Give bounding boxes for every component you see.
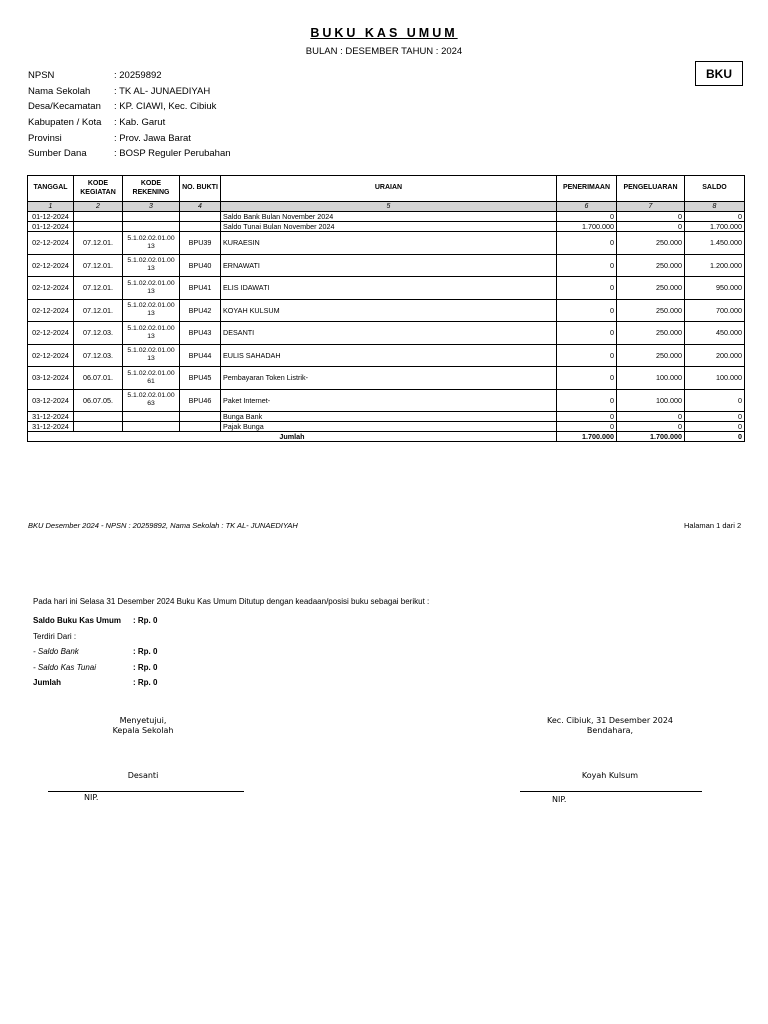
info-label: Provinsi <box>28 132 62 144</box>
total-pengeluaran: 1.700.000 <box>617 432 685 442</box>
cell-kode-rekening: 5.1.02.02.01.00 13 <box>123 232 180 255</box>
total-penerimaan: 1.700.000 <box>557 432 617 442</box>
summary-label: - Saldo Bank <box>33 647 79 657</box>
info-value: : BOSP Reguler Perubahan <box>114 148 231 160</box>
cell-penerimaan: 0 <box>557 322 617 345</box>
summary-value: : Rp. 0 <box>133 662 158 672</box>
summary-value: : Rp. 0 <box>133 647 158 657</box>
cell-kode-kegiatan: 07.12.01. <box>74 277 123 300</box>
cell-kode-rekening: 5.1.02.02.01.00 13 <box>123 344 180 367</box>
summary-label: Terdiri Dari : <box>33 631 77 641</box>
summary-value: : Rp. 0 <box>133 616 158 626</box>
cell-kode-kegiatan: 07.12.01. <box>74 232 123 255</box>
cell-tanggal: 03-12-2024 <box>28 367 74 390</box>
col-header-kode-kegiatan: KODE KEGIATAN <box>74 176 123 202</box>
cell-kode-rekening <box>123 222 180 232</box>
cell-pengeluaran: 0 <box>617 212 685 222</box>
cell-penerimaan: 0 <box>557 344 617 367</box>
table-header-row <box>28 176 745 202</box>
cell-pengeluaran: 250.000 <box>617 254 685 277</box>
table-row <box>28 389 745 412</box>
cell-saldo: 1.200.000 <box>685 254 745 277</box>
cell-kode-rekening <box>123 212 180 222</box>
cell-tanggal: 01-12-2024 <box>28 212 74 222</box>
cell-uraian: EULIS SAHADAH <box>221 344 557 367</box>
cell-no-bukti <box>180 412 221 422</box>
cell-no-bukti <box>180 422 221 432</box>
cell-kode-rekening: 5.1.02.02.01.00 13 <box>123 299 180 322</box>
col-header-uraian: URAIAN <box>221 176 557 202</box>
cell-kode-rekening: 5.1.02.02.01.00 61 <box>123 367 180 390</box>
cell-uraian: Pembayaran Token Listrik- <box>221 367 557 390</box>
info-value: : 20259892 <box>114 70 162 82</box>
cell-uraian: DESANTI <box>221 322 557 345</box>
cell-kode-rekening <box>123 422 180 432</box>
cell-penerimaan: 0 <box>557 212 617 222</box>
table-row <box>28 232 745 255</box>
cell-kode-kegiatan: 07.12.03. <box>74 344 123 367</box>
signature-line <box>48 791 244 792</box>
cell-penerimaan: 0 <box>557 277 617 300</box>
cell-uraian: Saldo Tunai Bulan November 2024 <box>221 222 557 232</box>
info-row-nama-sekolah <box>28 84 231 100</box>
col-header-kode-rekening: KODE REKENING <box>123 176 180 202</box>
cell-tanggal: 02-12-2024 <box>28 232 74 255</box>
principal-name: Desanti <box>127 771 159 780</box>
document-title: BUKU KAS UMUM <box>310 26 458 40</box>
col-number: 3 <box>123 202 180 212</box>
cell-kode-kegiatan: 07.12.01. <box>74 254 123 277</box>
col-number: 2 <box>74 202 123 212</box>
cell-uraian: Pajak Bunga <box>221 422 557 432</box>
col-header-penerimaan: PENERIMAAN <box>557 176 617 202</box>
info-label: Kabupaten / Kota <box>28 117 102 129</box>
info-row-sumber-dana <box>28 146 231 162</box>
cell-tanggal: 02-12-2024 <box>28 254 74 277</box>
cell-uraian: Saldo Bank Bulan November 2024 <box>221 212 557 222</box>
info-label: NPSN <box>28 70 55 82</box>
cell-kode-rekening: 5.1.02.02.01.00 13 <box>123 254 180 277</box>
cell-kode-rekening: 5.1.02.02.01.00 13 <box>123 277 180 300</box>
cell-tanggal: 01-12-2024 <box>28 222 74 232</box>
bku-badge: BKU <box>695 61 743 86</box>
cell-kode-kegiatan: 06.07.05. <box>74 389 123 412</box>
cell-penerimaan: 0 <box>557 232 617 255</box>
col-number: 1 <box>28 202 74 212</box>
cell-no-bukti: BPU46 <box>180 389 221 412</box>
closing-summary <box>33 613 157 691</box>
info-label: Sumber Dana <box>28 148 87 160</box>
cell-no-bukti <box>180 222 221 232</box>
cell-tanggal: 03-12-2024 <box>28 389 74 412</box>
cell-saldo: 100.000 <box>685 367 745 390</box>
table-row <box>28 322 745 345</box>
cell-tanggal: 31-12-2024 <box>28 422 74 432</box>
total-saldo: 0 <box>685 432 745 442</box>
summary-tunai-row <box>33 660 157 676</box>
cell-penerimaan: 1.700.000 <box>557 222 617 232</box>
cell-uraian: KOYAH KULSUM <box>221 299 557 322</box>
cell-saldo: 1.700.000 <box>685 222 745 232</box>
principal-nip: NIP. <box>84 793 99 802</box>
closing-statement: Pada hari ini Selasa 31 Desember 2024 Buku Kas Umum Ditutup dengan keadaan/posisi buku sebagai berikut : <box>33 597 430 606</box>
col-header-saldo: SALDO <box>685 176 745 202</box>
col-number: 8 <box>685 202 745 212</box>
table-row <box>28 367 745 390</box>
col-number: 4 <box>180 202 221 212</box>
cell-pengeluaran: 100.000 <box>617 367 685 390</box>
cell-saldo: 200.000 <box>685 344 745 367</box>
treasurer-nip: NIP. <box>552 795 567 804</box>
table-row <box>28 254 745 277</box>
cell-pengeluaran: 250.000 <box>617 277 685 300</box>
info-label: Desa/Kecamatan <box>28 101 101 113</box>
info-value: : KP. CIAWI, Kec. Cibiuk <box>114 101 217 113</box>
signature-line <box>520 791 702 792</box>
cell-saldo: 0 <box>685 212 745 222</box>
col-number: 7 <box>617 202 685 212</box>
cell-saldo: 0 <box>685 422 745 432</box>
cell-saldo: 0 <box>685 412 745 422</box>
cell-kode-kegiatan: 07.12.03. <box>74 322 123 345</box>
info-row-desa <box>28 99 231 115</box>
summary-jumlah-row <box>33 675 157 691</box>
signature-caption: Menyetujui, <box>119 716 167 725</box>
info-row-npsn <box>28 68 231 84</box>
info-row-provinsi <box>28 130 231 146</box>
cell-penerimaan: 0 <box>557 389 617 412</box>
cell-no-bukti: BPU43 <box>180 322 221 345</box>
cell-saldo: 700.000 <box>685 299 745 322</box>
info-value: : TK AL- JUNAEDIYAH <box>114 85 211 97</box>
info-value: : Prov. Jawa Barat <box>114 132 191 144</box>
cell-pengeluaran: 250.000 <box>617 322 685 345</box>
table-row <box>28 412 745 422</box>
summary-saldo-row <box>33 613 157 629</box>
cell-kode-kegiatan <box>74 212 123 222</box>
cell-uraian: ERNAWATI <box>221 254 557 277</box>
table-row <box>28 299 745 322</box>
cell-penerimaan: 0 <box>557 367 617 390</box>
cell-penerimaan: 0 <box>557 254 617 277</box>
cell-pengeluaran: 250.000 <box>617 344 685 367</box>
cell-kode-rekening <box>123 412 180 422</box>
cell-tanggal: 02-12-2024 <box>28 299 74 322</box>
cell-pengeluaran: 0 <box>617 412 685 422</box>
summary-value: : Rp. 0 <box>133 678 158 688</box>
cell-tanggal: 02-12-2024 <box>28 277 74 300</box>
col-number: 6 <box>557 202 617 212</box>
cell-no-bukti: BPU44 <box>180 344 221 367</box>
table-row <box>28 277 745 300</box>
summary-label: - Saldo Kas Tunai <box>33 662 96 672</box>
cell-no-bukti: BPU42 <box>180 299 221 322</box>
info-label: Nama Sekolah <box>28 85 91 97</box>
cell-saldo: 0 <box>685 389 745 412</box>
cell-no-bukti: BPU45 <box>180 367 221 390</box>
cell-no-bukti: BPU40 <box>180 254 221 277</box>
summary-label: Jumlah <box>33 678 62 688</box>
cell-kode-rekening: 5.1.02.02.01.00 63 <box>123 389 180 412</box>
table-row <box>28 422 745 432</box>
cell-no-bukti: BPU39 <box>180 232 221 255</box>
cell-pengeluaran: 250.000 <box>617 299 685 322</box>
signature-role: Kepala Sekolah <box>112 726 174 735</box>
cell-pengeluaran: 0 <box>617 422 685 432</box>
document-subtitle: BULAN : DESEMBER TAHUN : 2024 <box>305 46 463 57</box>
col-header-pengeluaran: PENGELUARAN <box>617 176 685 202</box>
table-row <box>28 344 745 367</box>
table-body <box>28 212 745 432</box>
cell-saldo: 1.450.000 <box>685 232 745 255</box>
cell-pengeluaran: 100.000 <box>617 389 685 412</box>
summary-terdiri-row <box>33 629 157 645</box>
page-footer-info: BKU Desember 2024 - NPSN : 20259892, Nama Sekolah : TK AL- JUNAEDIYAH <box>28 521 298 530</box>
cell-pengeluaran: 250.000 <box>617 232 685 255</box>
info-row-kabupaten <box>28 115 231 131</box>
cell-uraian: Paket Internet- <box>221 389 557 412</box>
cell-tanggal: 02-12-2024 <box>28 344 74 367</box>
cell-kode-kegiatan <box>74 222 123 232</box>
signature-block-treasurer <box>520 716 700 736</box>
summary-label: Saldo Buku Kas Umum <box>33 616 122 626</box>
table-row <box>28 212 745 222</box>
total-label: Jumlah <box>28 432 557 442</box>
col-header-no-bukti: NO. BUKTI <box>180 176 221 202</box>
signature-block-principal <box>88 716 198 736</box>
school-info <box>28 68 231 162</box>
cell-kode-rekening: 5.1.02.02.01.00 13 <box>123 322 180 345</box>
cell-kode-kegiatan <box>74 412 123 422</box>
cell-kode-kegiatan: 06.07.01. <box>74 367 123 390</box>
summary-bank-row <box>33 644 157 660</box>
column-number-row <box>28 202 745 212</box>
cell-penerimaan: 0 <box>557 299 617 322</box>
info-value: : Kab. Garut <box>114 117 166 129</box>
cell-pengeluaran: 0 <box>617 222 685 232</box>
cell-tanggal: 02-12-2024 <box>28 322 74 345</box>
cell-uraian: Bunga Bank <box>221 412 557 422</box>
cell-penerimaan: 0 <box>557 422 617 432</box>
table-row <box>28 222 745 232</box>
signature-place-date: Kec. Cibiuk, 31 Desember 2024 <box>546 716 674 725</box>
table-total-row <box>28 432 745 442</box>
cell-uraian: KURAESIN <box>221 232 557 255</box>
cell-tanggal: 31-12-2024 <box>28 412 74 422</box>
cell-uraian: ELIS IDAWATI <box>221 277 557 300</box>
bku-table <box>27 175 745 442</box>
cell-no-bukti: BPU41 <box>180 277 221 300</box>
page-number: Halaman 1 dari 2 <box>684 521 742 530</box>
col-number: 5 <box>221 202 557 212</box>
signature-role: Bendahara, <box>586 726 634 735</box>
cell-no-bukti <box>180 212 221 222</box>
col-header-tanggal: TANGGAL <box>28 176 74 202</box>
treasurer-name: Koyah Kulsum <box>581 771 639 780</box>
cell-kode-kegiatan: 07.12.01. <box>74 299 123 322</box>
cell-saldo: 950.000 <box>685 277 745 300</box>
cell-kode-kegiatan <box>74 422 123 432</box>
cell-saldo: 450.000 <box>685 322 745 345</box>
cell-penerimaan: 0 <box>557 412 617 422</box>
